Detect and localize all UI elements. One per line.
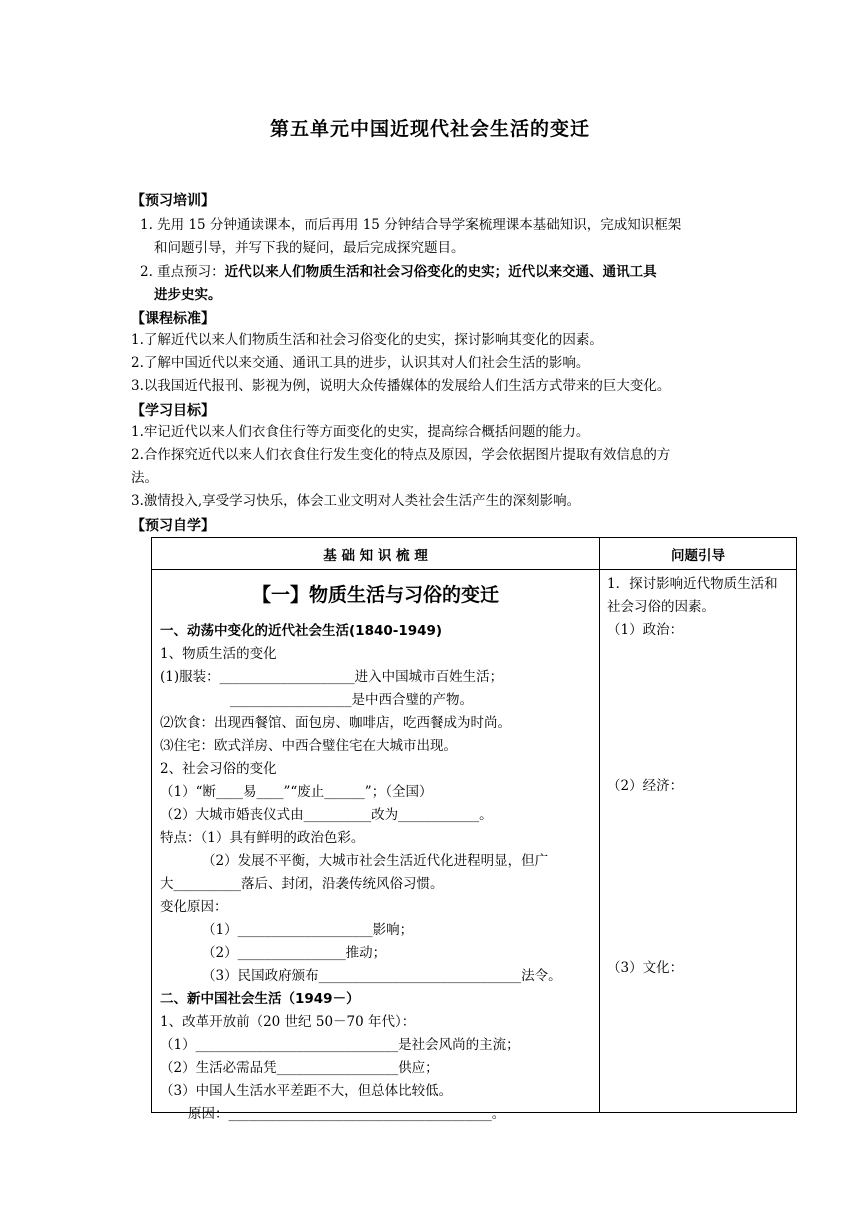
knowledge-cell: [152, 570, 600, 1122]
section-heading-self-study: 【预习自学】: [131, 518, 215, 534]
knowledge-line: （2）发展不平衡，大城市社会生活近代化进程明显，但广: [202, 853, 549, 869]
knowledge-line: （2）________________推动；: [202, 945, 387, 961]
knowledge-line: （2）生活必需品凭__________________供应；: [160, 1060, 439, 1076]
knowledge-line: （1）“断____易____”“废止______”；（全国）: [160, 784, 433, 800]
section-heading-goals: 【学习目标】: [131, 403, 215, 419]
knowledge-line: 1、物质生活的变化: [160, 646, 277, 662]
standard-2: 2.了解中国近代以来交通、通讯工具的进步，认识其对人们社会生活的影响。: [131, 355, 590, 371]
knowledge-big-title: 【一】物质生活与习俗的变迁: [251, 584, 499, 606]
knowledge-line: （2）大城市婚丧仪式由__________改为____________。: [160, 807, 493, 823]
knowledge-line: ⑶住宅：欧式洋房、中西合璧住宅在大城市出现。: [160, 738, 457, 754]
section-heading-preview-training: 【预习培训】: [131, 193, 215, 209]
training-item-1-line-1: 1. 先用 15 分钟通读课本，而后再用 15 分钟结合导学案梳理课本基础知识，完成知识框架: [140, 217, 682, 233]
knowledge-line: 2、社会习俗的变化: [160, 761, 277, 777]
table-body-row: [152, 570, 797, 1113]
knowledge-line: （3）民国政府颁布______________________________法令。: [202, 968, 562, 984]
question-culture: （3）文化：: [607, 960, 684, 976]
header-question-guide: 问题引导: [600, 538, 797, 570]
goal-3: 3.激情投入,享受学习快乐，体会工业文明对人类社会生活产生的深刻影响。: [131, 493, 581, 509]
training-item-1-line-2: 和问题引导，并写下我的疑问，最后完成探究题目。: [154, 240, 465, 256]
standard-3: 3.以我国近代报刊、影视为例，说明大众传播媒体的发展给人们生活方式带来的巨大变化。: [131, 378, 671, 394]
question-economy: （2）经济：: [607, 778, 684, 794]
question-1-line-2: 社会习俗的因素。: [607, 599, 715, 615]
standard-1: 1.了解近代以来人们物质生活和社会习俗变化的史实，探讨影响其变化的因素。: [131, 332, 603, 348]
section-heading-standards: 【课程标准】: [131, 311, 215, 327]
knowledge-line: ⑵饮食：出现西餐馆、面包房、咖啡店，吃西餐成为时尚。: [160, 715, 511, 731]
knowledge-line: （3）中国人生活水平差距不大，但总体比较低。: [160, 1083, 453, 1099]
knowledge-line: __________________是中西合璧的产物。: [230, 692, 473, 708]
training-item-2-line-1: [140, 263, 657, 281]
self-study-table: [151, 537, 797, 1122]
knowledge-heading-1: 一、动荡中变化的近代社会生活(1840-1949): [160, 623, 443, 639]
training-item-2-bold: 近代以来人们物质生活和社会习俗变化的史实；近代以来交通、通讯工具: [224, 264, 657, 280]
training-item-2-bold-cont: 进步史实。: [154, 287, 222, 303]
page-title: 第五单元中国近现代社会生活的变迁: [269, 118, 590, 140]
knowledge-line: （1）______________________________是社会风尚的主流；: [160, 1037, 520, 1053]
question-guide-cell: [600, 570, 797, 1113]
training-item-2-line-2: [154, 286, 222, 304]
table-header-row: [152, 538, 797, 570]
knowledge-line: 1、改革开放前（20 世纪 50－70 年代）：: [160, 1014, 416, 1030]
question-1-line-1: 1．探讨影响近代物质生活和: [607, 576, 778, 592]
knowledge-line: 变化原因：: [160, 899, 228, 915]
goal-2-line-1: 2.合作探究近代以来人们衣食住行发生变化的特点及原因，学会依据图片提取有效信息的方: [131, 447, 671, 463]
knowledge-line: 原因：_______________________________________。: [188, 1106, 506, 1122]
knowledge-line: 大__________落后、封闭，沿袭传统风俗习惯。: [160, 876, 444, 892]
goal-2-line-2: 法。: [131, 470, 158, 486]
training-item-2-prefix: 2. 重点预习：: [140, 264, 225, 280]
question-politics: （1）政治：: [607, 622, 684, 638]
knowledge-line: （1）____________________影响；: [202, 922, 414, 938]
knowledge-line: (1)服装：____________________进入中国城市百姓生活；: [160, 669, 504, 685]
knowledge-line: 特点：（1）具有鲜明的政治色彩。: [160, 830, 365, 846]
knowledge-heading-2: 二、新中国社会生活（1949－）: [160, 991, 360, 1007]
header-basic-knowledge: 基 础 知 识 梳 理: [152, 538, 600, 570]
goal-1: 1.牢记近代以来人们衣食住行等方面变化的史实，提高综合概括问题的能力。: [131, 424, 590, 440]
